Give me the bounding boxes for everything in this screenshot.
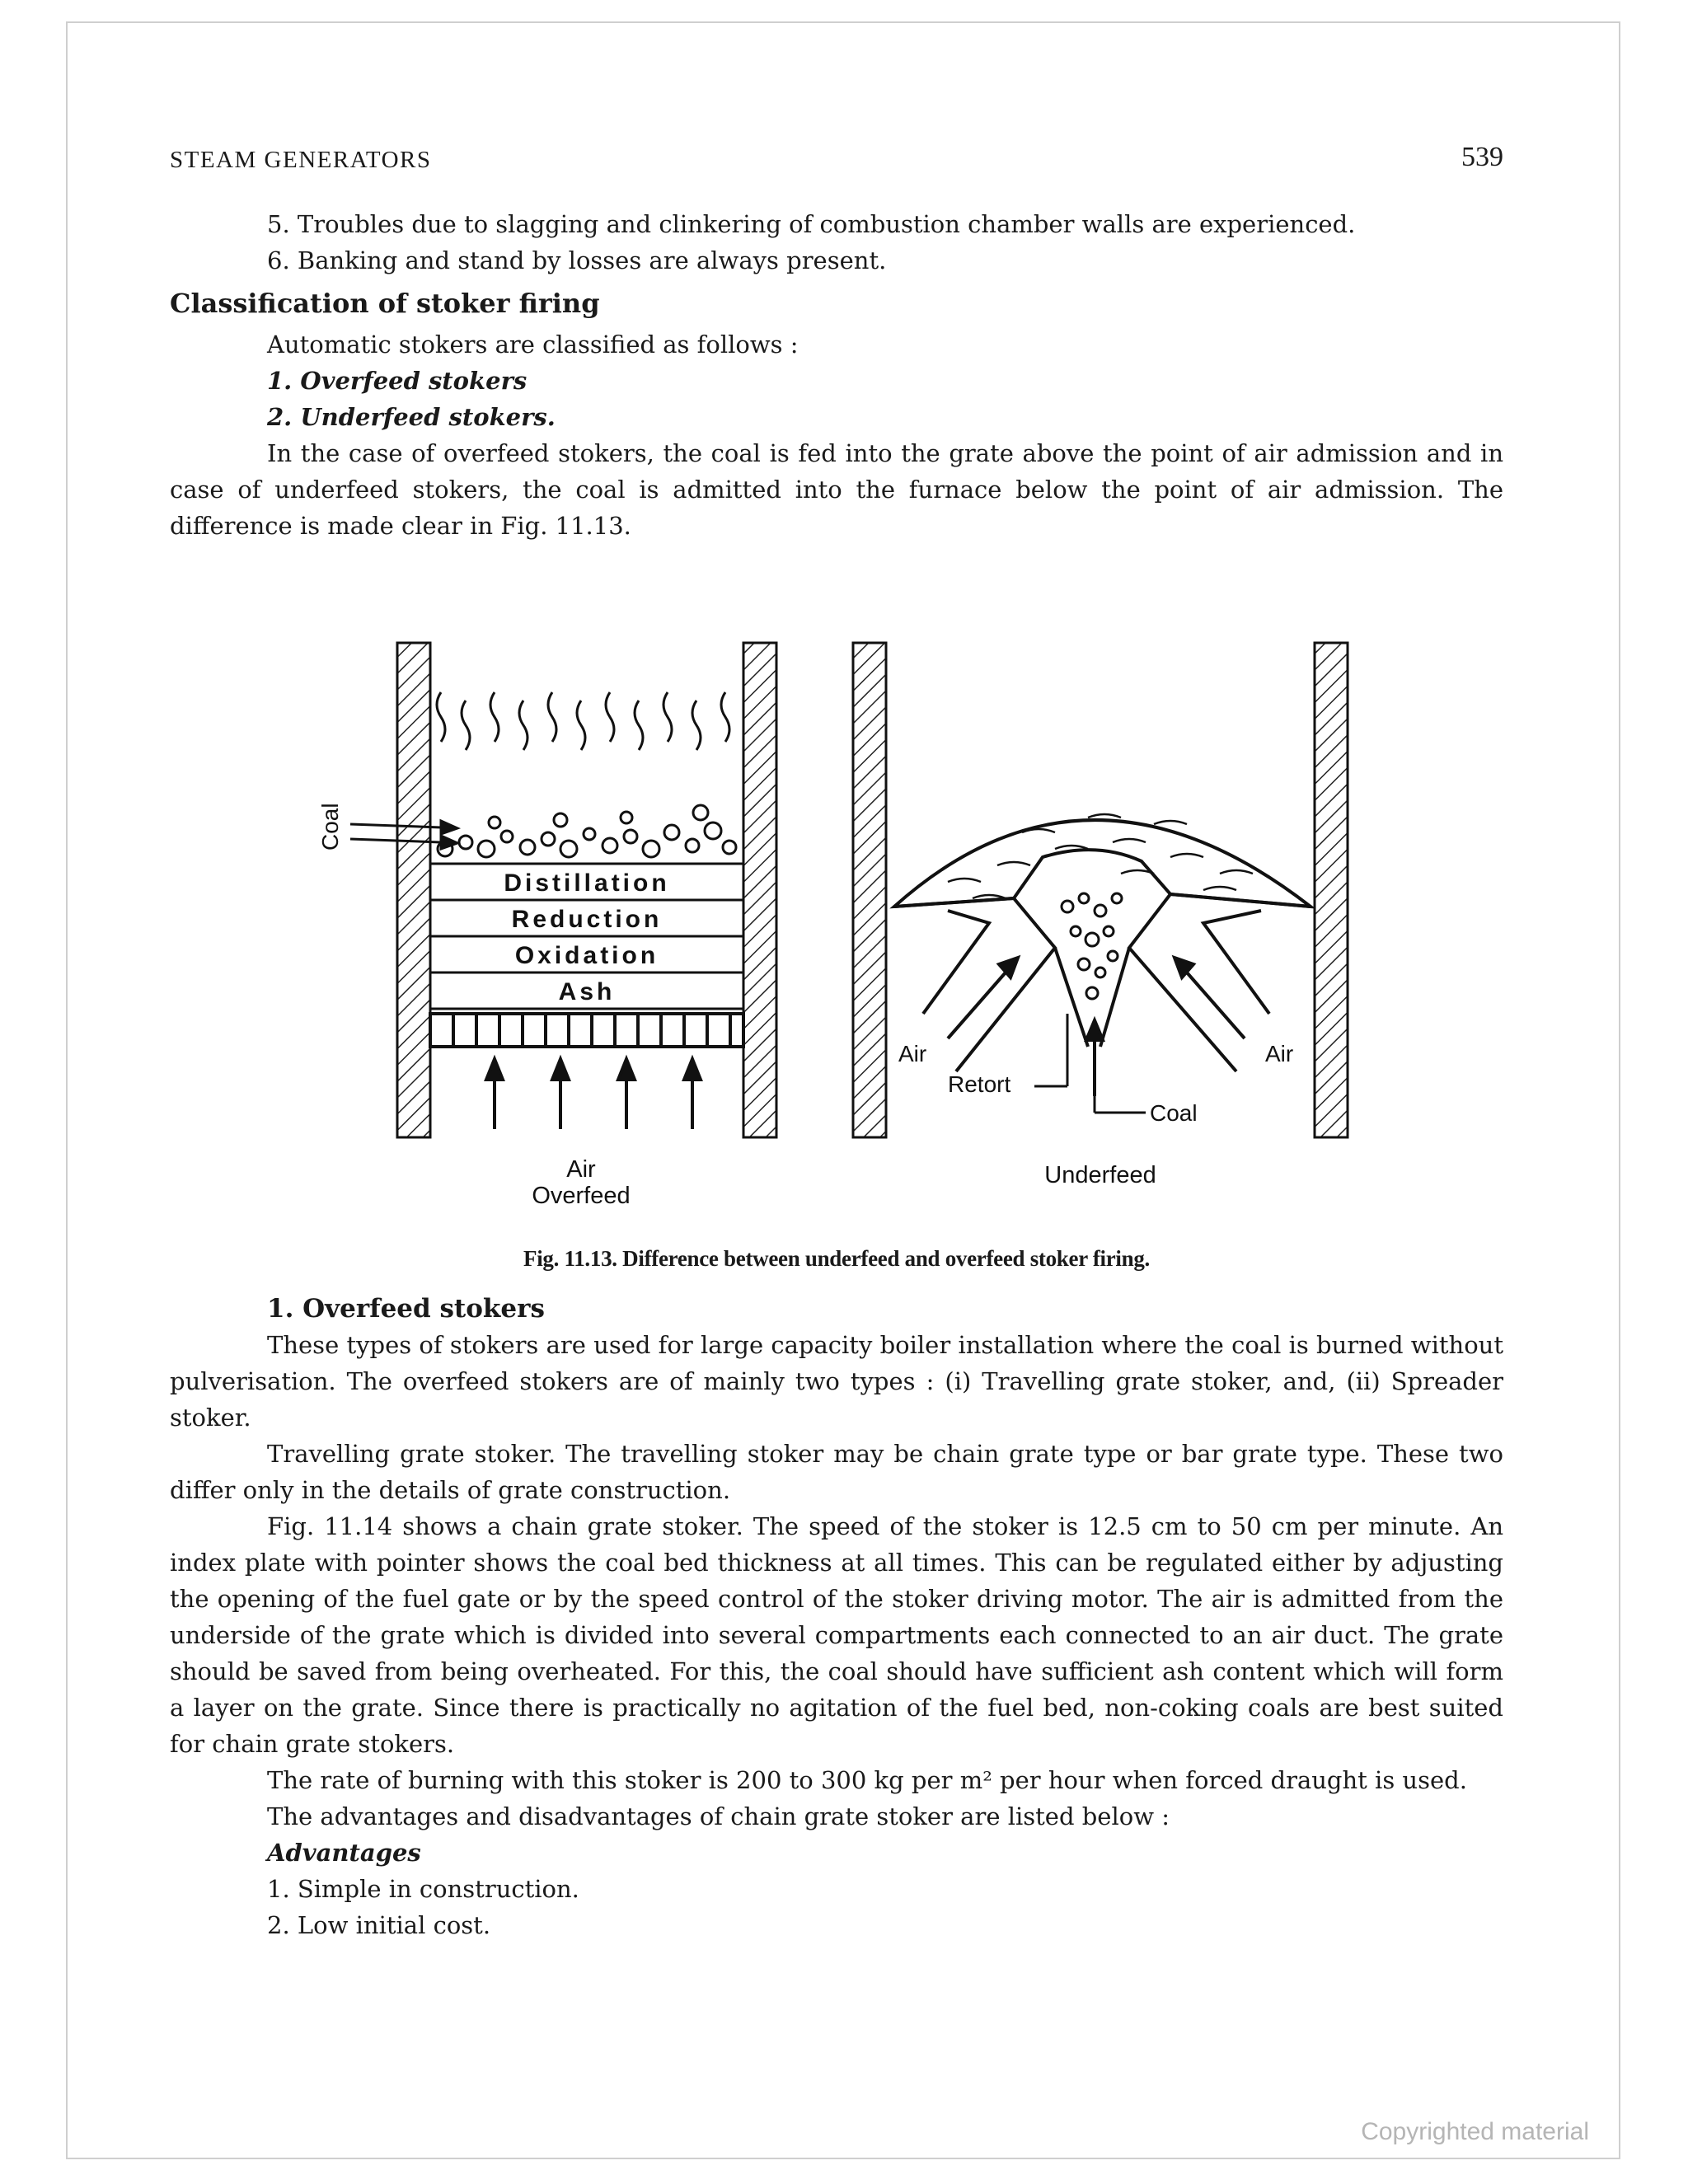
air-label-left: Air: [898, 1041, 927, 1066]
air-ducts: [894, 894, 1311, 1071]
retort-coal: [1062, 893, 1122, 999]
paragraph: The advantages and disadvantages of chain grate stoker are listed below :: [267, 1802, 1170, 1830]
intro-line: Automatic stokers are classified as follows :: [267, 330, 799, 359]
advantages-heading: Advantages: [267, 1839, 421, 1867]
coal-label: Coal: [317, 803, 343, 851]
layer-ash: Ash: [558, 978, 616, 1005]
copyright-watermark: Copyrighted material: [1361, 2118, 1589, 2145]
stoker-figure: [297, 626, 1401, 1236]
subsection-heading: 1. Overfeed stokers: [267, 1294, 545, 1324]
list-item: 6. Banking and stand by losses are always present.: [267, 246, 887, 274]
paragraph: These types of stokers are used for large capacity boiler installation where the coal is burned without pulverisation. The overfeed stokers are of mainly two types : (i) Travelling grate stoker, and, (ii) Spreader stoker.: [170, 1331, 1503, 1432]
layer-distillation: Distillation: [504, 869, 670, 897]
section-heading: Classification of stoker firing: [170, 288, 600, 319]
underfeed-right-wall: [1315, 643, 1348, 1137]
body-text-upper: [170, 206, 1503, 544]
figure-caption: Fig. 11.13. Difference between underfeed and overfeed stoker firing.: [523, 1246, 1150, 1271]
overfeed-label: Overfeed: [532, 1183, 631, 1209]
air-arrows-overfeed: [486, 1059, 701, 1129]
air-label-overfeed: Air: [566, 1156, 596, 1183]
list-item: 2. Low initial cost.: [267, 1911, 491, 1939]
paragraph: In the case of overfeed stokers, the coal is fed into the grate above the point of air admission and in case of underfeed stokers, the coal is admitted into the furnace below the point of air admission. The difference is made clear in Fig. 11.13.: [170, 439, 1503, 540]
coal-bed-flames: [437, 692, 729, 750]
page-number: 539: [1461, 142, 1503, 172]
underfeed-label: Underfeed: [1044, 1162, 1156, 1188]
class-item: 1. Overfeed stokers: [267, 367, 528, 395]
underfeed-left-wall: [853, 643, 886, 1137]
list-item: 1. Simple in construction.: [267, 1875, 579, 1903]
retort-label: Retort: [948, 1071, 1011, 1097]
layer-reduction: Reduction: [511, 906, 663, 933]
overfeed-left-wall: [397, 643, 430, 1137]
fuel-mound: [894, 820, 1311, 907]
list-item: 5. Troubles due to slagging and clinkering of combustion chamber walls are experienced.: [267, 210, 1356, 238]
mound-texture: [948, 814, 1253, 898]
class-item: 2. Underfeed stokers.: [267, 403, 556, 431]
paragraph: Fig. 11.14 shows a chain grate stoker. The speed of the stoker is 12.5 cm to 50 cm per minute. An index plate with pointer shows the coal bed thickness at all times. This can be regulated either by adjusting the opening of the fuel gate or by the speed control of the stoker driving motor. The air is admitted from the underside of the grate which is divided into several compartments each connected to an air duct. The grate should be saved from being overheated. For this, the coal should have sufficient ash content which will form a layer on the grate. Since there is practically no agitation of the fuel bed, non-coking coals are best suited for chain grate stokers.: [170, 1512, 1503, 1758]
paragraph: Travelling grate stoker. The travelling stoker may be chain grate type or bar grate type. These two differ only in the details of grate construction.: [170, 1440, 1503, 1504]
body-text-lower: [170, 1291, 1503, 1943]
layer-oxidation: Oxidation: [514, 942, 659, 969]
running-title: STEAM GENERATORS: [170, 147, 432, 173]
grate: [430, 1014, 743, 1047]
page-header: [170, 142, 1503, 180]
overfeed-right-wall: [743, 643, 776, 1137]
coal-lumps: [438, 805, 736, 857]
paragraph: The rate of burning with this stoker is 200 to 300 kg per m² per hour when forced draught is used.: [267, 1766, 1467, 1794]
coal-label-underfeed: Coal: [1150, 1100, 1198, 1126]
air-label-right: Air: [1265, 1041, 1294, 1066]
